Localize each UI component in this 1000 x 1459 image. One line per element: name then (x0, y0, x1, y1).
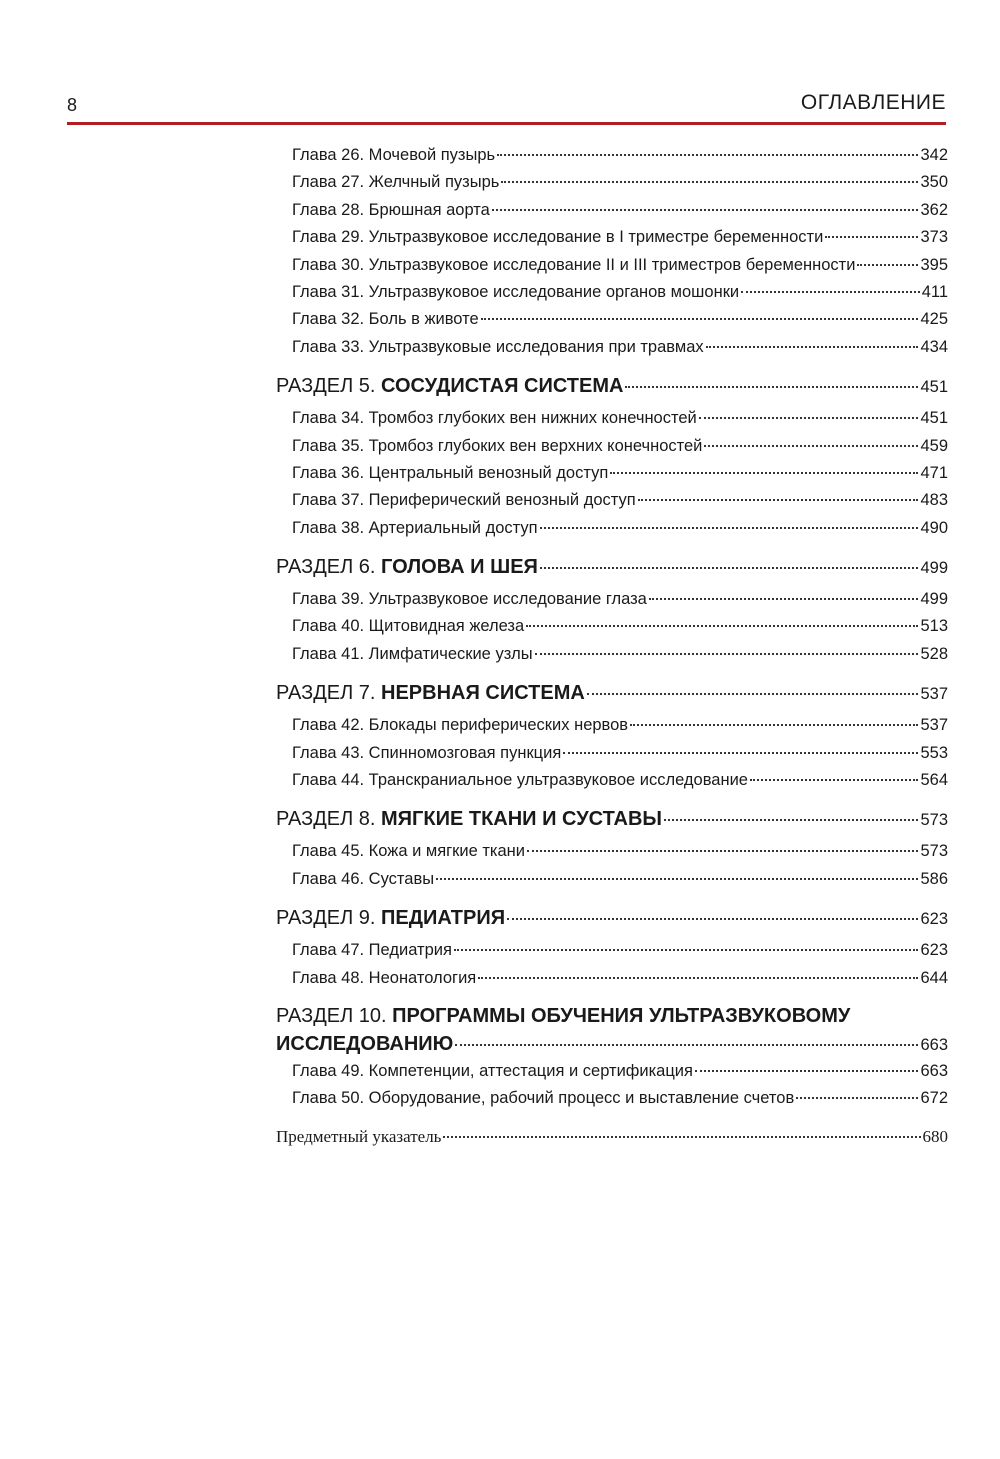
dot-leader (527, 850, 918, 852)
dot-leader (638, 499, 919, 501)
chapter-group (276, 937, 948, 992)
page-number: 8 (67, 95, 78, 115)
chapter-label: Глава 35. Тромбоз глубоких вен верхних конечностей (292, 436, 703, 455)
chapter-label: Глава 34. Тромбоз глубоких вен нижних конечностей (292, 409, 697, 428)
dot-leader (501, 181, 918, 183)
dot-leader (540, 567, 919, 569)
toc-chapter-row[interactable] (292, 586, 948, 613)
dot-leader (454, 949, 919, 951)
toc-chapter-row[interactable] (292, 740, 948, 767)
chapter-label: Глава 44. Транскраниальное ультразвуковое исследование (292, 771, 748, 790)
dot-leader (492, 209, 919, 211)
toc-chapter-row[interactable] (292, 224, 948, 251)
dot-leader (741, 291, 920, 293)
chapter-label: Глава 39. Ультразвуковое исследование глаза (292, 590, 647, 609)
chapter-group (276, 712, 948, 794)
chapter-label: Глава 43. Спинномозговая пункция (292, 743, 562, 762)
toc-chapter-row[interactable] (292, 169, 948, 196)
chapter-page: 528 (920, 644, 948, 663)
chapter-label: Глава 45. Кожа и мягкие ткани (292, 842, 526, 861)
section-title: СОСУДИСТАЯ СИСТЕМА (381, 375, 624, 398)
section-title-line2 (276, 1030, 948, 1058)
chapter-label: Глава 48. Неонатология (292, 968, 477, 987)
toc-chapter-row[interactable] (292, 1058, 948, 1085)
section-prefix: РАЗДЕЛ 8. (276, 808, 381, 831)
section-title: НЕРВНАЯ СИСТЕМА (381, 682, 585, 705)
chapter-page: 623 (920, 941, 948, 960)
toc-chapter-row[interactable] (292, 142, 948, 169)
chapter-group (276, 405, 948, 542)
section-title-continued: ИССЛЕДОВАНИЮ (276, 1032, 454, 1055)
chapter-page: 459 (920, 436, 948, 455)
chapter-group (276, 1058, 948, 1113)
toc-chapter-row[interactable] (292, 306, 948, 333)
dot-leader (497, 154, 918, 156)
toc-chapter-row[interactable] (292, 487, 948, 514)
dot-leader (443, 1136, 920, 1138)
dot-leader (649, 598, 919, 600)
chapter-label: Глава 33. Ультразвуковые исследования при травмах (292, 337, 704, 356)
toc-chapter-row[interactable] (292, 1085, 948, 1112)
toc-chapter-row[interactable] (292, 433, 948, 460)
toc-chapter-row[interactable] (292, 613, 948, 640)
dot-leader (796, 1097, 918, 1099)
section-page: 537 (920, 685, 948, 704)
dot-leader (630, 724, 918, 726)
section-page: 663 (920, 1035, 948, 1054)
chapter-label: Глава 31. Ультразвуковое исследование органов мошонки (292, 282, 740, 301)
chapter-label: Глава 37. Периферический венозный доступ (292, 491, 636, 510)
section-page: 623 (920, 910, 948, 929)
section-page: 451 (920, 378, 948, 397)
dot-leader (540, 527, 919, 529)
toc-chapter-row[interactable] (292, 937, 948, 964)
dot-leader (507, 918, 918, 920)
chapter-page: 537 (920, 716, 948, 735)
chapter-page: 434 (920, 337, 948, 356)
toc-chapter-row[interactable] (292, 515, 948, 542)
chapter-label: Глава 40. Щитовидная железа (292, 617, 525, 636)
chapter-page: 483 (920, 491, 948, 510)
dot-leader (563, 752, 918, 754)
dot-leader (704, 445, 918, 447)
chapter-label: Глава 32. Боль в животе (292, 310, 479, 329)
dot-leader (825, 236, 918, 238)
chapter-page: 513 (920, 617, 948, 636)
chapter-group (276, 838, 948, 893)
section-prefix: РАЗДЕЛ 7. (276, 682, 381, 705)
chapter-page: 362 (920, 200, 948, 219)
section-title: ГОЛОВА И ШЕЯ (381, 556, 538, 579)
chapter-label: Глава 27. Желчный пузырь (292, 173, 500, 192)
chapter-page: 644 (920, 968, 948, 987)
chapter-page: 471 (920, 463, 948, 482)
chapter-group (276, 142, 948, 361)
chapter-page: 342 (920, 146, 948, 164)
chapter-page: 553 (920, 743, 948, 762)
chapter-label: Глава 38. Артериальный доступ (292, 518, 538, 537)
toc-chapter-row[interactable] (292, 641, 948, 668)
chapter-page: 586 (920, 869, 948, 888)
toc-section-10[interactable] (276, 1002, 948, 1058)
dot-leader (750, 779, 918, 781)
header-rule (67, 122, 946, 125)
chapter-label: Глава 49. Компетенции, аттестация и сертификация (292, 1061, 693, 1080)
chapter-page: 564 (920, 771, 948, 790)
dot-leader (699, 417, 919, 419)
toc-chapter-row[interactable] (292, 866, 948, 893)
chapter-page: 490 (920, 518, 948, 537)
section-page: 573 (920, 811, 948, 830)
toc-chapter-row[interactable] (292, 838, 948, 865)
dot-leader (587, 693, 919, 695)
toc-chapter-row[interactable] (292, 405, 948, 432)
section-page: 499 (920, 559, 948, 578)
index-page: 680 (922, 1126, 948, 1146)
chapter-label: Глава 36. Центральный венозный доступ (292, 463, 609, 482)
chapter-page: 499 (920, 590, 948, 609)
dot-leader (706, 346, 919, 348)
dot-leader (535, 653, 919, 655)
dot-leader (455, 1044, 918, 1046)
chapter-label: Глава 50. Оборудование, рабочий процесс и выставление счетов (292, 1089, 795, 1108)
chapter-label: Глава 41. Лимфатические узлы (292, 644, 533, 663)
dot-leader (664, 819, 918, 821)
toc-section-7[interactable] (276, 674, 948, 712)
dot-leader (625, 386, 918, 388)
section-title-line1 (276, 1002, 948, 1030)
section-title: МЯГКИЕ ТКАНИ И СУСТАВЫ (381, 808, 663, 831)
chapter-page: 373 (920, 228, 948, 247)
toc-section-6[interactable] (276, 548, 948, 586)
chapter-page: 425 (920, 310, 948, 329)
chapter-label: Глава 46. Суставы (292, 869, 435, 888)
toc-chapter-row[interactable] (292, 965, 948, 992)
dot-leader (610, 472, 918, 474)
chapter-page: 395 (920, 255, 948, 274)
toc-chapter-row[interactable] (292, 712, 948, 739)
dot-leader (436, 878, 918, 880)
section-title: ПРОГРАММЫ ОБУЧЕНИЯ УЛЬТРАЗВУКОВОМУ (392, 1004, 851, 1027)
section-title: ПЕДИАТРИЯ (381, 907, 506, 930)
toc-subject-index[interactable] (276, 1123, 948, 1151)
toc-chapter-row[interactable] (292, 279, 948, 306)
toc-section-5[interactable] (276, 367, 948, 405)
index-label: Предметный указатель (276, 1126, 442, 1146)
chapter-page: 573 (920, 842, 948, 861)
toc-chapter-row[interactable] (292, 197, 948, 224)
table-of-contents (276, 142, 948, 1151)
chapter-label: Глава 47. Педиатрия (292, 941, 452, 960)
dot-leader (478, 977, 918, 979)
chapter-page: 451 (920, 409, 948, 428)
toc-chapter-row[interactable] (292, 334, 948, 361)
running-title: ОГЛАВЛЕНИЕ (800, 91, 946, 114)
chapter-page: 672 (920, 1089, 948, 1108)
section-prefix: РАЗДЕЛ 5. (276, 375, 381, 398)
section-prefix: РАЗДЕЛ 6. (276, 556, 381, 579)
toc-section-9[interactable] (276, 899, 948, 937)
section-prefix: РАЗДЕЛ 10. (276, 1004, 393, 1027)
chapter-label: Глава 42. Блокады периферических нервов (292, 716, 629, 735)
section-prefix: РАЗДЕЛ 9. (276, 907, 381, 930)
dot-leader (526, 625, 918, 627)
dot-leader (481, 318, 919, 320)
toc-chapter-row[interactable] (292, 460, 948, 487)
toc-section-8[interactable] (276, 800, 948, 838)
toc-chapter-row[interactable] (292, 767, 948, 794)
chapter-label: Глава 30. Ультразвуковое исследование II и III триместров беременности (292, 255, 856, 274)
dot-leader (857, 264, 918, 266)
chapter-label: Глава 26. Мочевой пузырь (292, 146, 496, 164)
chapter-page: 411 (921, 282, 948, 301)
chapter-label: Глава 29. Ультразвуковое исследование в I триместре беременности (292, 228, 824, 247)
toc-chapter-row[interactable] (292, 252, 948, 279)
chapter-label: Глава 28. Брюшная аорта (292, 200, 490, 219)
dot-leader (695, 1070, 919, 1072)
chapter-group (276, 586, 948, 668)
chapter-page: 663 (920, 1061, 948, 1080)
chapter-page: 350 (920, 173, 948, 192)
